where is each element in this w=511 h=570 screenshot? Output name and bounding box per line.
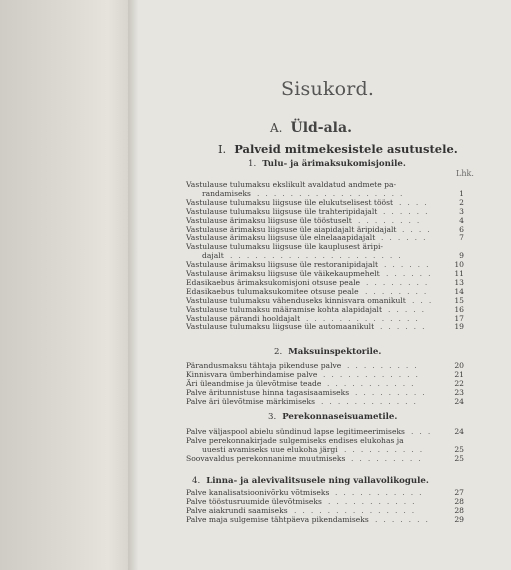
toc-leader-dots: .............. bbox=[306, 314, 424, 323]
toc-entry-page: 16 bbox=[454, 304, 464, 314]
page-title: Sisukord. bbox=[281, 78, 375, 100]
toc-entry-text: Edasikaebus ärimaksukomisjoni otsuse peale bbox=[186, 277, 361, 287]
toc-entry-text: Vastulause pärandi hooldajalt bbox=[186, 313, 301, 323]
toc-entry-page: 9 bbox=[459, 251, 464, 261]
toc-entry-text: Vastulause ärimaksu liigsuse üle aiapidajalt äripidajalt bbox=[186, 224, 397, 234]
toc-leader-dots: ..................... bbox=[230, 252, 407, 261]
book-gutter bbox=[128, 0, 138, 570]
toc-entry-page: 25 bbox=[454, 453, 464, 463]
toc-entry-page: 15 bbox=[454, 295, 464, 305]
toc-entry-text: randamiseks bbox=[202, 188, 251, 198]
toc-leader-dots: ...... bbox=[380, 323, 431, 332]
subsection-title: Maksuinspektorile. bbox=[288, 347, 382, 357]
toc-entry-text: Vastulause tulumaksu liigsuse üle elukutselisest tööst bbox=[186, 197, 394, 207]
toc-entry-page: 13 bbox=[454, 277, 464, 287]
toc-entry-text: Vastulause tulumaksu määramise kohta alapidajalt bbox=[186, 304, 383, 314]
toc-entry-page: 7 bbox=[459, 233, 464, 243]
toc-leader-dots: .......... bbox=[344, 445, 429, 454]
toc-entry-text: Vastulause tulumaksu liigsuse üle trahteripidajalt bbox=[186, 206, 378, 216]
toc-leader-dots: ... bbox=[411, 428, 437, 436]
toc-entry-text: Palve tööstusruumide ülevõtmiseks bbox=[186, 496, 322, 506]
toc-leader-dots: ...... bbox=[383, 207, 434, 216]
toc-entry-page: 10 bbox=[454, 260, 464, 270]
toc-entry-text: Palve maja sulgemise tähtpäeva pikendamiseks bbox=[186, 514, 369, 524]
toc-entry-page: 27 bbox=[454, 488, 464, 497]
toc-entry-page: 29 bbox=[454, 514, 464, 524]
toc-entry-text: Kinnisvara ümberhindamise palve bbox=[186, 369, 318, 379]
subsection-title: Tulu- ja ärimaksukomisjonile. bbox=[262, 159, 406, 169]
section-roman: I. bbox=[218, 142, 227, 156]
toc-entry-page: 14 bbox=[454, 286, 464, 296]
toc-entry-page: 22 bbox=[454, 378, 464, 388]
toc-entry-text: Soovavaldus perekonnanime muutmiseks bbox=[186, 453, 346, 463]
toc-entry-text: Palve perekonnakirjade sulgemiseks endises elukohas ja bbox=[186, 435, 404, 445]
part-heading bbox=[270, 120, 352, 136]
toc-entry-page: 19 bbox=[454, 322, 464, 332]
part-title: Üld-ala. bbox=[290, 120, 352, 136]
toc-leader-dots: .... bbox=[399, 198, 433, 207]
toc-entry-page: 17 bbox=[454, 313, 464, 323]
table-of-contents bbox=[186, 0, 474, 570]
toc-entry-text: Äri üleandmise ja ülevõtmise teade bbox=[186, 378, 322, 388]
toc-entry-text: Vastulause tulumaksu vähenduseks kinnisvara omanikult bbox=[186, 295, 406, 305]
toc-leader-dots: ........... bbox=[327, 379, 420, 388]
section-title: Palveid mitmekesistele asutustele. bbox=[234, 142, 458, 156]
toc-leader-dots: ......... bbox=[351, 454, 427, 463]
subsection-heading-1 bbox=[248, 159, 406, 169]
toc-leader-dots: ..... bbox=[388, 305, 431, 314]
toc-entry-text: Vastulause tulumaksu liigsuse üle automaanikult bbox=[186, 322, 375, 332]
toc-entry-page: 21 bbox=[454, 369, 464, 379]
toc-entry-page: 20 bbox=[454, 361, 464, 370]
section-heading bbox=[218, 142, 458, 156]
toc-entry-text: Palve äri ülevõtmise märkimiseks bbox=[186, 396, 315, 406]
subsection-number: 2. bbox=[274, 347, 283, 357]
toc-entry-page: 6 bbox=[459, 224, 464, 234]
toc-entry-text: Palve äritunnistuse hinna tagasisaamiseks bbox=[186, 387, 350, 397]
toc-leader-dots: ...... bbox=[381, 234, 432, 243]
toc-leader-dots: ....... bbox=[375, 515, 434, 524]
subsection-number: 4. bbox=[192, 476, 201, 486]
toc-entry-page: 4 bbox=[459, 215, 464, 225]
toc-entry-page: 23 bbox=[454, 387, 464, 397]
toc-leader-dots: ........ bbox=[358, 216, 426, 225]
toc-entry-text: dajalt bbox=[202, 251, 224, 261]
toc-entry-page: 28 bbox=[454, 496, 464, 506]
toc-entry-page: 28 bbox=[454, 505, 464, 515]
toc-leader-dots: ...... bbox=[386, 270, 437, 278]
toc-entry-text: Vastulause ärimaksu liigsuse üle väikekaupmehelt bbox=[186, 269, 380, 278]
toc-entry-text: Pärandusmaksu tähtaja pikenduse palve bbox=[186, 361, 342, 370]
toc-entry-page: 1 bbox=[459, 188, 464, 198]
subsection-title: Linna- ja alevivalitsusele ning vallavolikogule. bbox=[206, 476, 429, 486]
toc-entry-text: Palve aiakrundi saamiseks bbox=[186, 505, 288, 515]
toc-entry-text: Vastulause tulumaksu liigsuse üle kauplusest äripi- bbox=[186, 242, 383, 252]
toc-entry-text: Vastulause ärimaksu liigsuse üle tööstuselt bbox=[186, 215, 352, 225]
part-letter: A. bbox=[270, 121, 283, 135]
toc-leader-dots: ...... bbox=[384, 261, 435, 270]
toc-entry-text: Palve kanalisatsioonivõrku võtmiseks bbox=[186, 488, 330, 497]
toc-entry-page: 24 bbox=[454, 396, 464, 406]
page-column-label: Lhk. bbox=[456, 169, 474, 178]
toc-leader-dots: ........... bbox=[335, 489, 428, 497]
subsection-number: 1. bbox=[248, 159, 257, 169]
subsection-title: Perekonnaseisuametile. bbox=[282, 412, 398, 422]
toc-leader-dots: ............ bbox=[321, 397, 422, 406]
toc-entry-page: 2 bbox=[459, 197, 464, 207]
toc-leader-dots: ... bbox=[412, 296, 438, 305]
toc-entry-text: Vastulause tulumaksu ekslikult avaldatud andmete pa- bbox=[186, 180, 397, 189]
toc-leader-dots: .................. bbox=[257, 189, 409, 198]
subsection-heading-2 bbox=[274, 347, 381, 357]
subsection-heading-4 bbox=[192, 476, 429, 486]
toc-leader-dots: ......... bbox=[355, 388, 431, 397]
toc-entry-text: Vastulause ärimaksu liigsuse üle restoranipidajalt bbox=[186, 260, 379, 270]
toc-leader-dots: ......... bbox=[347, 362, 423, 370]
toc-entry-text: Palve väljaspool abielu sündinud lapse legitimeerimiseks bbox=[186, 427, 405, 436]
toc-leader-dots: .... bbox=[402, 225, 436, 234]
toc-leader-dots: ............... bbox=[294, 506, 421, 515]
toc-entry-page: 24 bbox=[454, 427, 464, 436]
toc-entry-page: 11 bbox=[454, 269, 464, 278]
subsection-number: 3. bbox=[268, 412, 277, 422]
left-page-edge bbox=[0, 0, 135, 570]
toc-entry-text: Edasikaebus tulumaksukomitee otsuse peale bbox=[186, 286, 359, 296]
toc-entry-page: 25 bbox=[454, 444, 464, 454]
toc-leader-dots: ........ bbox=[365, 287, 433, 296]
toc-entry-text: uuesti avamiseks uue elukoha järgi bbox=[202, 444, 338, 454]
toc-leader-dots: ........... bbox=[328, 497, 421, 506]
subsection-heading-3 bbox=[268, 412, 397, 422]
toc-leader-dots: ............ bbox=[323, 370, 424, 379]
toc-entry-page: 3 bbox=[459, 206, 464, 216]
toc-entry-text: Vastulause ärimaksu liigsuse üle elnelaaapidajalt bbox=[186, 233, 376, 243]
toc-leader-dots: ........ bbox=[366, 278, 434, 287]
